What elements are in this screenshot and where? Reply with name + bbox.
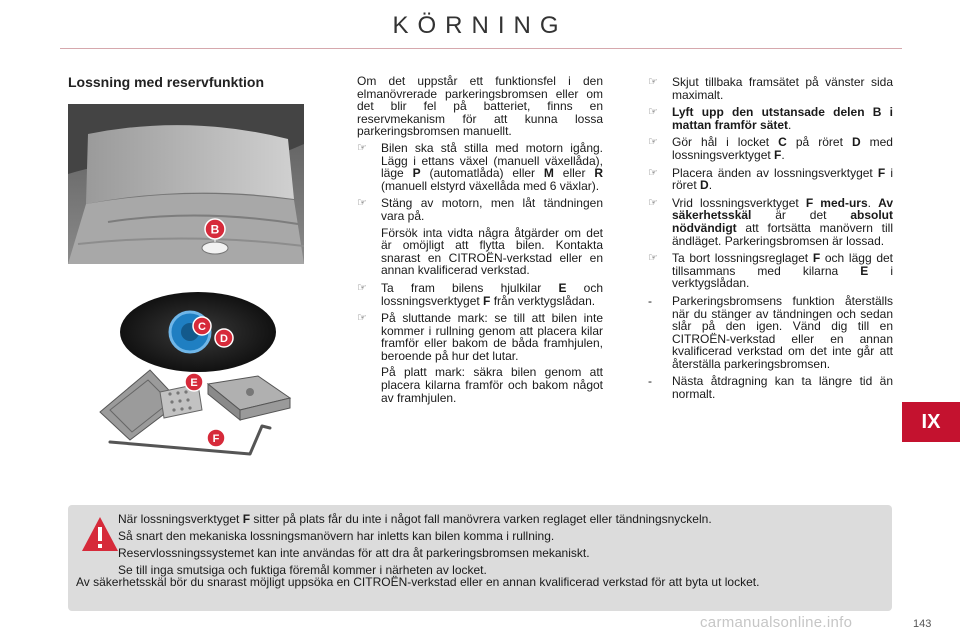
warning-line: Reservlossningssystemet kan inte användas för att dra åt parkeringsbromsen mekaniskt. (118, 546, 590, 560)
intro-paragraph: Om det uppstår ett funktionsfel i den elmanövrerade parkeringsbromsen eller om det blir fel på batteriet, finns en reservmekanism för att kunna lossa parkeringsbromsen manuellt. (357, 74, 603, 139)
callout-d (214, 328, 234, 348)
dash-mark: - (648, 293, 652, 308)
pointing-hand-icon: ☞ (357, 141, 367, 154)
dash-mark: - (648, 374, 652, 389)
section-title: Lossning med reservfunktion (68, 74, 265, 90)
pointing-hand-icon: ☞ (648, 106, 658, 119)
warning-line: Av säkerhetsskäl bör du snarast möjligt uppsöka en CITROËN-verkstad eller en annan kvalificerad verkstad för att byta ut locket. (76, 575, 760, 589)
list-item: ☞ Stäng av motorn, men låt tändningen vara på. Försök inta vidta några åtgärder om det är omöjligt att flytta bilen. Kontakta snarast en CITROËN-verkstad eller en annan kvalificerad verkstad. (357, 196, 603, 278)
callout-e (184, 372, 204, 392)
callout-f (206, 428, 226, 448)
page-number: 143 (913, 618, 932, 630)
callout-d-label: D (220, 333, 228, 345)
pointing-hand-icon: ☞ (357, 197, 367, 210)
list-item: ☞ Ta fram bilens hjulkilar E och lossningsverktyget F från verktygslådan. (357, 280, 604, 308)
watermark: carmanualsonline.info (700, 614, 853, 631)
pointing-hand-icon: ☞ (648, 166, 658, 179)
warning-line: Se till inga smutsiga och fuktiga föremål kommer i närheten av locket. (118, 563, 487, 577)
dash-item: - Parkeringsbromsens funktion återställs när du stänger av tändningen och sedan slår på den igen. Vänd dig till en CITROËN-verkstad eller en annan kvalificerad verkstad om det inte går att återställa parkeringsbromsen. (648, 293, 893, 371)
page-title: KÖRNING (392, 12, 568, 39)
callout-e-label: E (190, 377, 198, 389)
pointing-hand-icon: ☞ (648, 196, 658, 209)
warning-triangle-icon (80, 515, 120, 555)
list-item: ☞ Bilen ska stå stilla med motorn igång. Lägg i ettans växel (manuell växellåda), läge P (automatlåda) eller M eller R (manuell elstyrd växellåda med 6 växlar). (357, 140, 603, 193)
pointing-hand-icon: ☞ (357, 312, 367, 325)
pointing-hand-icon: ☞ (648, 136, 658, 149)
text-column-2 (648, 76, 893, 406)
warning-box (68, 505, 892, 611)
warning-lines (118, 512, 884, 580)
warning-line: När lossningsverktyget F sitter på plats får du inte i något fall manövrera varken reglaget eller tändningsnyckeln. (118, 512, 712, 526)
list-item-note: Försök inta vidta några åtgärder om det är omöjligt att flytta bilen. Kontakta snarast en CITROËN-verkstad eller en annan kvalificerad verkstad. (381, 225, 603, 278)
chapter-tab: IX (902, 402, 960, 442)
header-rule (60, 48, 902, 49)
callout-c-label: C (198, 321, 206, 333)
list-item: ☞ Placera änden av lossningsverktyget F i röret D. (648, 165, 894, 193)
list-item: ☞ Gör hål i locket C på röret D med lossningsverktyget F. (648, 135, 893, 162)
pointing-hand-icon: ☞ (648, 252, 658, 265)
list-item: ☞ Ta bort lossningsreglaget F och lägg det tillsammans med kilarna E i verktygslådan. (648, 251, 894, 291)
callout-b (204, 218, 226, 240)
pointing-hand-icon: ☞ (357, 281, 367, 294)
list-item: ☞ På sluttande mark: se till att bilen inte kommer i rullning genom att placera kilar framför eller bakom de båda framhjulen, beroende på hur det lutar. På platt mark: säkra bilen genom att placera kilarna framför och bakom något av framhjulen. (357, 311, 603, 405)
list-item-note: På platt mark: säkra bilen genom att placera kilarna framför och bakom något av framhjulen. (381, 365, 603, 405)
text-column-1 (357, 75, 603, 409)
pointing-hand-icon: ☞ (648, 76, 658, 88)
list-item: ☞ Vrid lossningsverktyget F med-urs. Av säkerhetsskäl är det absolut nödvändigt att fortsätta manövern till ändläget. Parkeringsbromsen är lossad. (648, 195, 893, 248)
floor-photo (68, 104, 304, 264)
list-item: ☞ Skjut tillbaka framsätet på vänster sida maximalt. (648, 75, 893, 102)
warning-line: Så snart den mekaniska lossningsmanövern har inletts kan bilen komma i rullning. (118, 529, 555, 543)
tools-illustration (90, 292, 295, 466)
callout-c (192, 316, 212, 336)
dash-item: - Nästa åtdragning kan ta längre tid än normalt. (648, 374, 893, 402)
callout-f-label: F (212, 433, 220, 445)
list-item: ☞ Lyft upp den utstansade delen B i mattan framför sätet. (648, 105, 893, 132)
callout-b-label: B (210, 222, 220, 237)
